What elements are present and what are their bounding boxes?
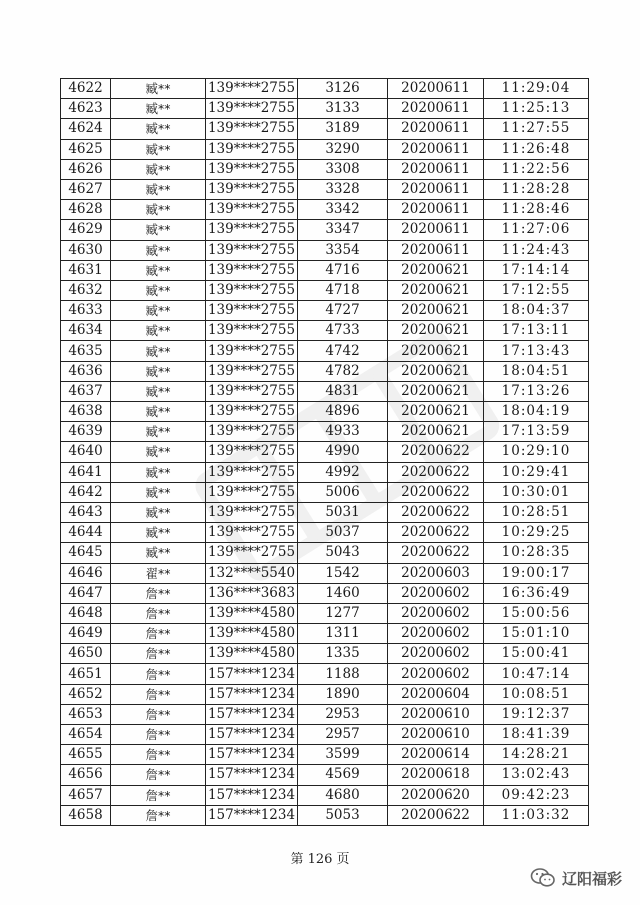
record-date-cell: 20200621 [388,361,484,381]
record-number-cell: 4718 [298,280,388,300]
record-id-cell: 4657 [61,785,111,805]
record-time-cell: 10:08:51 [484,684,589,704]
account-watermark [530,864,622,892]
record-date-cell: 20200621 [388,301,484,321]
record-time-cell: 15:00:41 [484,644,589,664]
record-id-cell: 4639 [61,422,111,442]
record-name-cell: 臧** [111,543,206,563]
record-time-cell: 15:00:56 [484,603,589,623]
record-name-cell: 臧** [111,99,206,119]
record-number-cell: 5043 [298,543,388,563]
record-time-cell: 11:27:06 [484,220,589,240]
record-phone-cell: 139****2755 [206,139,298,159]
record-date-cell: 20200611 [388,220,484,240]
record-name-cell: 臧** [111,179,206,199]
record-phone-cell: 157****1234 [206,765,298,785]
record-name-cell: 臧** [111,402,206,422]
record-name-cell: 詹** [111,765,206,785]
table-row [61,139,589,159]
table-row [61,745,589,765]
record-id-cell: 4655 [61,745,111,765]
record-name-cell: 詹** [111,805,206,825]
record-time-cell: 11:25:13 [484,99,589,119]
record-name-cell: 臧** [111,321,206,341]
record-number-cell: 1277 [298,603,388,623]
record-id-cell: 4634 [61,321,111,341]
record-date-cell: 20200611 [388,99,484,119]
record-date-cell: 20200611 [388,200,484,220]
record-date-cell: 20200622 [388,523,484,543]
record-number-cell: 4716 [298,260,388,280]
record-number-cell: 4733 [298,321,388,341]
record-phone-cell: 139****2755 [206,482,298,502]
record-name-cell: 詹** [111,684,206,704]
record-time-cell: 10:47:14 [484,664,589,684]
record-time-cell: 10:28:35 [484,543,589,563]
table-row [61,402,589,422]
record-time-cell: 17:13:26 [484,381,589,401]
record-time-cell: 19:12:37 [484,704,589,724]
record-time-cell: 10:28:51 [484,502,589,522]
record-id-cell: 4643 [61,502,111,522]
record-name-cell: 翟** [111,563,206,583]
record-phone-cell: 157****1234 [206,684,298,704]
record-time-cell: 13:02:43 [484,765,589,785]
record-id-cell: 4644 [61,523,111,543]
record-time-cell: 11:29:04 [484,79,589,99]
record-name-cell: 臧** [111,79,206,99]
table-row [61,563,589,583]
record-time-cell: 10:30:01 [484,482,589,502]
record-name-cell: 臧** [111,523,206,543]
record-phone-cell: 139****4580 [206,603,298,623]
table-row [61,341,589,361]
record-date-cell: 20200602 [388,664,484,684]
record-id-cell: 4653 [61,704,111,724]
record-id-cell: 4637 [61,381,111,401]
record-number-cell: 3328 [298,179,388,199]
record-date-cell: 20200621 [388,280,484,300]
record-time-cell: 11:26:48 [484,139,589,159]
record-name-cell: 臧** [111,301,206,321]
record-date-cell: 20200622 [388,482,484,502]
table-row [61,220,589,240]
record-phone-cell: 139****2755 [206,502,298,522]
record-id-cell: 4636 [61,361,111,381]
record-name-cell: 臧** [111,482,206,502]
record-time-cell: 11:22:56 [484,159,589,179]
record-phone-cell: 139****2755 [206,361,298,381]
record-time-cell: 11:28:46 [484,200,589,220]
record-phone-cell: 139****2755 [206,240,298,260]
record-phone-cell: 139****2755 [206,179,298,199]
record-number-cell: 3308 [298,159,388,179]
record-phone-cell: 139****2755 [206,381,298,401]
record-id-cell: 4626 [61,159,111,179]
record-date-cell: 20200620 [388,785,484,805]
record-name-cell: 詹** [111,704,206,724]
record-number-cell: 4727 [298,301,388,321]
record-time-cell: 09:42:23 [484,785,589,805]
table-row [61,523,589,543]
record-id-cell: 4656 [61,765,111,785]
record-date-cell: 20200622 [388,462,484,482]
record-name-cell: 臧** [111,422,206,442]
record-phone-cell: 157****1234 [206,785,298,805]
record-date-cell: 20200602 [388,603,484,623]
table-row [61,684,589,704]
record-id-cell: 4633 [61,301,111,321]
table-row [61,301,589,321]
record-date-cell: 20200622 [388,442,484,462]
record-time-cell: 19:00:17 [484,563,589,583]
record-number-cell: 1311 [298,624,388,644]
record-date-cell: 20200604 [388,684,484,704]
record-id-cell: 4646 [61,563,111,583]
record-number-cell: 1188 [298,664,388,684]
record-name-cell: 詹** [111,785,206,805]
record-time-cell: 18:04:37 [484,301,589,321]
record-id-cell: 4652 [61,684,111,704]
record-time-cell: 18:04:51 [484,361,589,381]
record-phone-cell: 139****2755 [206,402,298,422]
record-name-cell: 臧** [111,381,206,401]
record-id-cell: 4631 [61,260,111,280]
table-row [61,644,589,664]
record-phone-cell: 139****2755 [206,159,298,179]
table-row [61,462,589,482]
record-id-cell: 4649 [61,624,111,644]
record-id-cell: 4624 [61,119,111,139]
record-phone-cell: 157****1234 [206,805,298,825]
record-date-cell: 20200621 [388,341,484,361]
table-row [61,805,589,825]
record-id-cell: 4630 [61,240,111,260]
record-date-cell: 20200618 [388,765,484,785]
record-id-cell: 4647 [61,583,111,603]
record-phone-cell: 139****2755 [206,280,298,300]
record-phone-cell: 139****2755 [206,200,298,220]
record-id-cell: 4623 [61,99,111,119]
record-id-cell: 4629 [61,220,111,240]
table-row [61,583,589,603]
record-name-cell: 臧** [111,462,206,482]
record-phone-cell: 157****1234 [206,745,298,765]
table-row [61,159,589,179]
records-table-body [61,79,589,826]
record-time-cell: 17:14:14 [484,260,589,280]
record-date-cell: 20200611 [388,179,484,199]
record-number-cell: 3126 [298,79,388,99]
record-name-cell: 臧** [111,240,206,260]
record-name-cell: 詹** [111,603,206,623]
record-phone-cell: 139****2755 [206,220,298,240]
record-name-cell: 臧** [111,139,206,159]
record-id-cell: 4627 [61,179,111,199]
table-row [61,785,589,805]
record-number-cell: 3189 [298,119,388,139]
record-id-cell: 4628 [61,200,111,220]
table-row [61,725,589,745]
table-row [61,179,589,199]
record-time-cell: 11:03:32 [484,805,589,825]
record-number-cell: 2953 [298,704,388,724]
record-date-cell: 20200602 [388,624,484,644]
table-row [61,200,589,220]
record-date-cell: 20200621 [388,321,484,341]
record-time-cell: 17:13:11 [484,321,589,341]
record-time-cell: 18:04:19 [484,402,589,422]
table-row [61,664,589,684]
record-phone-cell: 139****2755 [206,119,298,139]
record-id-cell: 4622 [61,79,111,99]
record-phone-cell: 139****2755 [206,543,298,563]
record-name-cell: 臧** [111,502,206,522]
record-number-cell: 3342 [298,200,388,220]
record-date-cell: 20200621 [388,422,484,442]
record-name-cell: 臧** [111,200,206,220]
table-row [61,502,589,522]
record-phone-cell: 139****2755 [206,341,298,361]
record-date-cell: 20200621 [388,402,484,422]
table-row [61,321,589,341]
record-name-cell: 臧** [111,260,206,280]
record-date-cell: 20200610 [388,704,484,724]
table-row [61,765,589,785]
record-number-cell: 4992 [298,462,388,482]
table-row [61,381,589,401]
record-number-cell: 5053 [298,805,388,825]
records-table [60,78,589,826]
record-date-cell: 20200622 [388,805,484,825]
record-number-cell: 3354 [298,240,388,260]
record-name-cell: 臧** [111,280,206,300]
record-phone-cell: 139****2755 [206,442,298,462]
record-time-cell: 10:29:41 [484,462,589,482]
record-number-cell: 2957 [298,725,388,745]
record-number-cell: 4990 [298,442,388,462]
record-time-cell: 17:13:59 [484,422,589,442]
table-row [61,240,589,260]
record-name-cell: 臧** [111,442,206,462]
record-phone-cell: 139****2755 [206,321,298,341]
record-time-cell: 17:12:55 [484,280,589,300]
record-date-cell: 20200602 [388,583,484,603]
watermark-text: 辽阳福彩 [562,869,623,888]
wechat-official-account-icon [530,867,556,889]
record-id-cell: 4640 [61,442,111,462]
record-name-cell: 詹** [111,745,206,765]
record-number-cell: 1460 [298,583,388,603]
record-id-cell: 4645 [61,543,111,563]
record-id-cell: 4638 [61,402,111,422]
record-date-cell: 20200610 [388,725,484,745]
table-row [61,79,589,99]
record-date-cell: 20200611 [388,79,484,99]
record-number-cell: 4896 [298,402,388,422]
record-phone-cell: 139****4580 [206,644,298,664]
record-date-cell: 20200622 [388,502,484,522]
record-phone-cell: 136****3683 [206,583,298,603]
table-row [61,442,589,462]
table-row [61,624,589,644]
record-time-cell: 15:01:10 [484,624,589,644]
table-row [61,704,589,724]
record-number-cell: 4831 [298,381,388,401]
record-date-cell: 20200611 [388,119,484,139]
record-name-cell: 臧** [111,159,206,179]
record-time-cell: 18:41:39 [484,725,589,745]
record-time-cell: 10:29:10 [484,442,589,462]
record-phone-cell: 139****2755 [206,99,298,119]
record-number-cell: 4933 [298,422,388,442]
table-row [61,422,589,442]
record-phone-cell: 139****2755 [206,462,298,482]
record-time-cell: 17:13:43 [484,341,589,361]
record-number-cell: 3599 [298,745,388,765]
record-name-cell: 臧** [111,119,206,139]
record-id-cell: 4642 [61,482,111,502]
record-id-cell: 4641 [61,462,111,482]
record-name-cell: 詹** [111,583,206,603]
record-phone-cell: 132****5540 [206,563,298,583]
record-id-cell: 4648 [61,603,111,623]
record-name-cell: 臧** [111,341,206,361]
record-number-cell: 5031 [298,502,388,522]
record-phone-cell: 157****1234 [206,704,298,724]
record-time-cell: 10:29:25 [484,523,589,543]
record-number-cell: 3347 [298,220,388,240]
record-id-cell: 4635 [61,341,111,361]
record-time-cell: 11:24:43 [484,240,589,260]
record-date-cell: 20200611 [388,240,484,260]
record-date-cell: 20200622 [388,543,484,563]
record-id-cell: 4651 [61,664,111,684]
record-id-cell: 4650 [61,644,111,664]
record-number-cell: 4742 [298,341,388,361]
record-date-cell: 20200614 [388,745,484,765]
record-number-cell: 3290 [298,139,388,159]
table-row [61,543,589,563]
record-number-cell: 4782 [298,361,388,381]
record-phone-cell: 157****1234 [206,664,298,684]
record-date-cell: 20200603 [388,563,484,583]
record-number-cell: 4569 [298,765,388,785]
table-row [61,361,589,381]
record-date-cell: 20200621 [388,260,484,280]
record-date-cell: 20200611 [388,159,484,179]
record-number-cell: 4680 [298,785,388,805]
record-phone-cell: 139****2755 [206,79,298,99]
page-number: 第 126 页 [290,852,350,867]
record-time-cell: 16:36:49 [484,583,589,603]
record-number-cell: 1890 [298,684,388,704]
table-row [61,482,589,502]
record-name-cell: 詹** [111,664,206,684]
record-time-cell: 11:28:28 [484,179,589,199]
record-phone-cell: 139****4580 [206,624,298,644]
record-number-cell: 1542 [298,563,388,583]
table-row [61,260,589,280]
record-time-cell: 14:28:21 [484,745,589,765]
record-number-cell: 1335 [298,644,388,664]
record-date-cell: 20200611 [388,139,484,159]
record-id-cell: 4632 [61,280,111,300]
record-id-cell: 4654 [61,725,111,745]
record-name-cell: 臧** [111,361,206,381]
table-row [61,99,589,119]
table-row [61,603,589,623]
record-phone-cell: 139****2755 [206,422,298,442]
record-phone-cell: 139****2755 [206,301,298,321]
record-name-cell: 詹** [111,644,206,664]
record-number-cell: 5037 [298,523,388,543]
record-number-cell: 3133 [298,99,388,119]
record-date-cell: 20200602 [388,644,484,664]
record-number-cell: 5006 [298,482,388,502]
record-phone-cell: 139****2755 [206,523,298,543]
record-name-cell: 臧** [111,220,206,240]
record-phone-cell: 139****2755 [206,260,298,280]
record-time-cell: 11:27:55 [484,119,589,139]
record-date-cell: 20200621 [388,381,484,401]
record-name-cell: 詹** [111,624,206,644]
record-name-cell: 詹** [111,725,206,745]
record-id-cell: 4658 [61,805,111,825]
table-row [61,119,589,139]
table-row [61,280,589,300]
record-id-cell: 4625 [61,139,111,159]
record-phone-cell: 157****1234 [206,725,298,745]
